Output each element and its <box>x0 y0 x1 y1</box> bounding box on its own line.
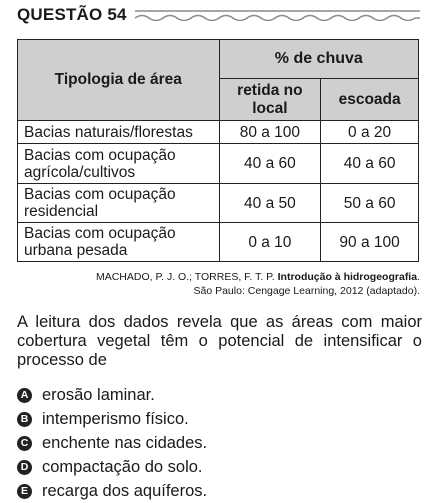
option-text: erosão laminar. <box>42 385 155 404</box>
row-retained: 40 a 60 <box>219 144 321 184</box>
source-citation: MACHADO, P. J. O.; TORRES, F. T. P. Introdução à hidrogeografia. São Paulo: Cengage Learning, 2012 (adaptado). <box>20 270 420 298</box>
header-rain-percent: % de chuva <box>219 40 418 79</box>
table-row <box>18 184 419 223</box>
option-text: compactação do solo. <box>42 457 203 476</box>
source-book-title: Introdução à hidrogeografia <box>277 271 418 283</box>
question-header <box>17 2 422 28</box>
option-b[interactable] <box>17 407 422 431</box>
question-title: QUESTÃO 54 <box>17 5 127 24</box>
table-row <box>18 223 419 262</box>
row-category: Bacias com ocupação urbana pesada <box>18 223 220 262</box>
option-text: intemperismo físico. <box>42 409 189 428</box>
option-c[interactable] <box>17 431 422 455</box>
option-letter-badge: C <box>17 436 32 451</box>
option-text: enchente nas cidades. <box>42 433 208 452</box>
header-typology: Tipologia de área <box>18 40 220 121</box>
row-retained: 80 a 100 <box>219 121 321 144</box>
header-retained: retida no local <box>219 79 321 121</box>
row-drained: 40 a 60 <box>321 144 419 184</box>
option-letter-badge: D <box>17 460 32 475</box>
option-a[interactable] <box>17 383 422 407</box>
source-authors: MACHADO, P. J. O.; TORRES, F. T. P. <box>95 271 275 283</box>
rainfall-table <box>17 39 419 262</box>
row-category: Bacias com ocupação residencial <box>18 184 220 223</box>
source-publisher: São Paulo: Cengage Learning, 2012 (adaptado). <box>193 285 420 297</box>
option-letter-badge: B <box>17 412 32 427</box>
row-category: Bacias com ocupação agrícola/cultivos <box>18 144 220 184</box>
option-text: recarga dos aquíferos. <box>42 481 208 500</box>
option-e[interactable] <box>17 479 422 503</box>
row-drained: 90 a 100 <box>321 223 419 262</box>
decorative-wave-line <box>135 9 420 21</box>
row-category: Bacias naturais/florestas <box>18 121 220 144</box>
option-letter-badge: A <box>17 388 32 403</box>
option-d[interactable] <box>17 455 422 479</box>
header-drained: escoada <box>321 79 419 121</box>
row-retained: 40 a 50 <box>219 184 321 223</box>
option-letter-badge: E <box>17 484 32 499</box>
table-row <box>18 144 419 184</box>
row-drained: 50 a 60 <box>321 184 419 223</box>
table-row <box>18 121 419 144</box>
table-header-row <box>18 40 419 79</box>
question-statement: A leitura dos dados revela que as áreas com maior cobertura vegetal têm o potencial de intensificar o processo de <box>17 313 422 369</box>
row-retained: 0 a 10 <box>219 223 321 262</box>
row-drained: 0 a 20 <box>321 121 419 144</box>
answer-options <box>17 383 422 503</box>
